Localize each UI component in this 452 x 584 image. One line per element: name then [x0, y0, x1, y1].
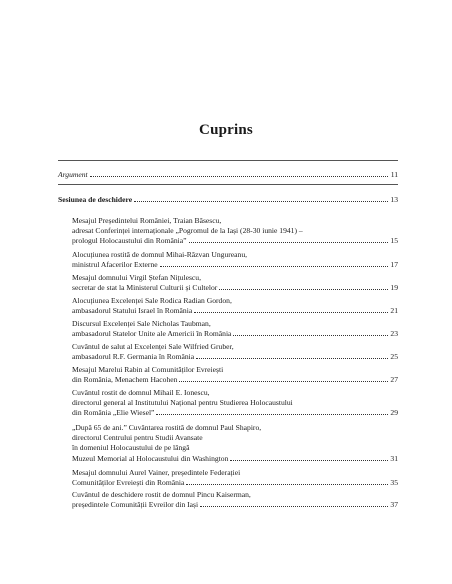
toc-entry[interactable] — [72, 490, 398, 510]
toc-entry-text: ambasadorul R.F. Germania în România — [72, 352, 195, 362]
toc-page-number: 19 — [390, 283, 398, 293]
toc-entry-text: Mesajul domnului Aurel Vainer, președintele Federației — [72, 468, 241, 477]
toc-entry-text: directorul general al Institutului Național pentru Studierea Holocaustului — [72, 398, 293, 408]
toc-entry-text: Cuvântul de salut al Excelenței Sale Wilfried Gruber, — [72, 342, 234, 351]
toc-page-number: 31 — [390, 453, 398, 463]
toc-page-number: 29 — [390, 408, 398, 418]
toc-entry-text: președintele Comunității Evreilor din Iași — [72, 500, 199, 510]
toc-page-number: 37 — [390, 500, 398, 510]
toc-entry-text: Cuvântul rostit de domnul Mihail E. Ionescu, — [72, 388, 210, 397]
toc-entry-text: directorul Centrului pentru Studii Avansate — [72, 433, 203, 443]
dot-leader — [233, 335, 388, 336]
toc-entry-text: Alocuțiunea rostită de domnul Mihai-Răzvan Ungureanu, — [72, 250, 248, 259]
toc-entry-text: Alocuțiunea Excelenței Sale Rodica Radian Gordon, — [72, 296, 232, 305]
dot-leader — [134, 201, 388, 202]
dot-leader — [90, 176, 388, 177]
toc-entry-text: Comunităților Evreiești din România — [72, 478, 185, 488]
toc-entry-text: ambasadorul Statului Israel în România — [72, 306, 193, 316]
dot-leader — [200, 506, 388, 507]
dot-leader — [194, 312, 388, 313]
toc-entry-text: Sesiunea de deschidere — [58, 195, 133, 204]
dot-leader — [186, 484, 388, 485]
toc-entry[interactable] — [72, 468, 398, 488]
section-rule — [58, 160, 398, 161]
toc-entry[interactable] — [72, 273, 398, 293]
toc-page-number: 27 — [390, 375, 398, 385]
toc-entry[interactable] — [72, 296, 398, 316]
toc-entry[interactable] — [72, 388, 398, 419]
toc-entry-text: prologul Holocaustului din România” — [72, 236, 187, 246]
toc-entry-text: Mesajul Președintelui României, Traian Băsescu, — [72, 216, 222, 225]
toc-entry-text: ambasadorul Statelor Unite ale Americii în România — [72, 329, 232, 339]
section-rule — [58, 184, 398, 185]
toc-entry-text: Mesajul Marelui Rabin al Comunităților Evreiești — [72, 365, 224, 374]
toc-entry-text: Cuvântul de deschidere rostit de domnul Pincu Kaiserman, — [72, 490, 251, 499]
toc-page-number: 15 — [390, 236, 398, 246]
toc-entry[interactable] — [58, 170, 398, 180]
toc-entry[interactable] — [72, 423, 398, 464]
toc-page-number: 25 — [390, 352, 398, 362]
toc-entry[interactable] — [72, 365, 398, 385]
toc-entry[interactable] — [72, 216, 398, 247]
toc-page-number: 13 — [390, 195, 398, 204]
dot-leader — [156, 414, 388, 415]
dot-leader — [230, 460, 388, 461]
toc-page-number: 35 — [390, 478, 398, 488]
dot-leader — [179, 381, 388, 382]
toc-entry[interactable] — [72, 342, 398, 362]
toc-page-number: 17 — [390, 260, 398, 270]
toc-entry-text: din România „Elie Wiesel” — [72, 408, 155, 418]
toc-page-number: 11 — [390, 170, 398, 179]
toc-entry-text: în domeniul Holocaustului de pe lângă — [72, 443, 190, 453]
dot-leader — [189, 242, 388, 243]
dot-leader — [160, 266, 388, 267]
toc-entry[interactable] — [58, 195, 398, 205]
toc-entry-text: Discursul Excelenței Sale Nicholas Taubman, — [72, 319, 211, 328]
toc-page-number: 21 — [390, 306, 398, 316]
toc-entry-text: Muzeul Memorial al Holocaustului din Washington — [72, 453, 229, 463]
toc-entry-text: Argument — [58, 170, 88, 179]
toc-entry-text: ministrul Afacerilor Externe — [72, 260, 158, 270]
toc-entry-text: „După 65 de ani.” Cuvântarea rostită de domnul Paul Shapiro, — [72, 423, 262, 432]
toc-entry-text: Mesajul domnului Virgil Ștefan Nițulescu, — [72, 273, 201, 282]
dot-leader — [219, 289, 388, 290]
toc-entry-text: adresat Conferinței internaționale „Pogromul de la Iași (28-30 iunie 1941) – — [72, 226, 303, 236]
toc-entry-text: din România, Menachem Hacohen — [72, 375, 178, 385]
toc-entry[interactable] — [72, 250, 398, 270]
page-title: Cuprins — [199, 122, 253, 138]
toc-entry-text: secretar de stat la Ministerul Culturii și Cultelor — [72, 283, 218, 293]
toc-entry[interactable] — [72, 319, 398, 339]
dot-leader — [196, 358, 388, 359]
toc-page-number: 23 — [390, 329, 398, 339]
